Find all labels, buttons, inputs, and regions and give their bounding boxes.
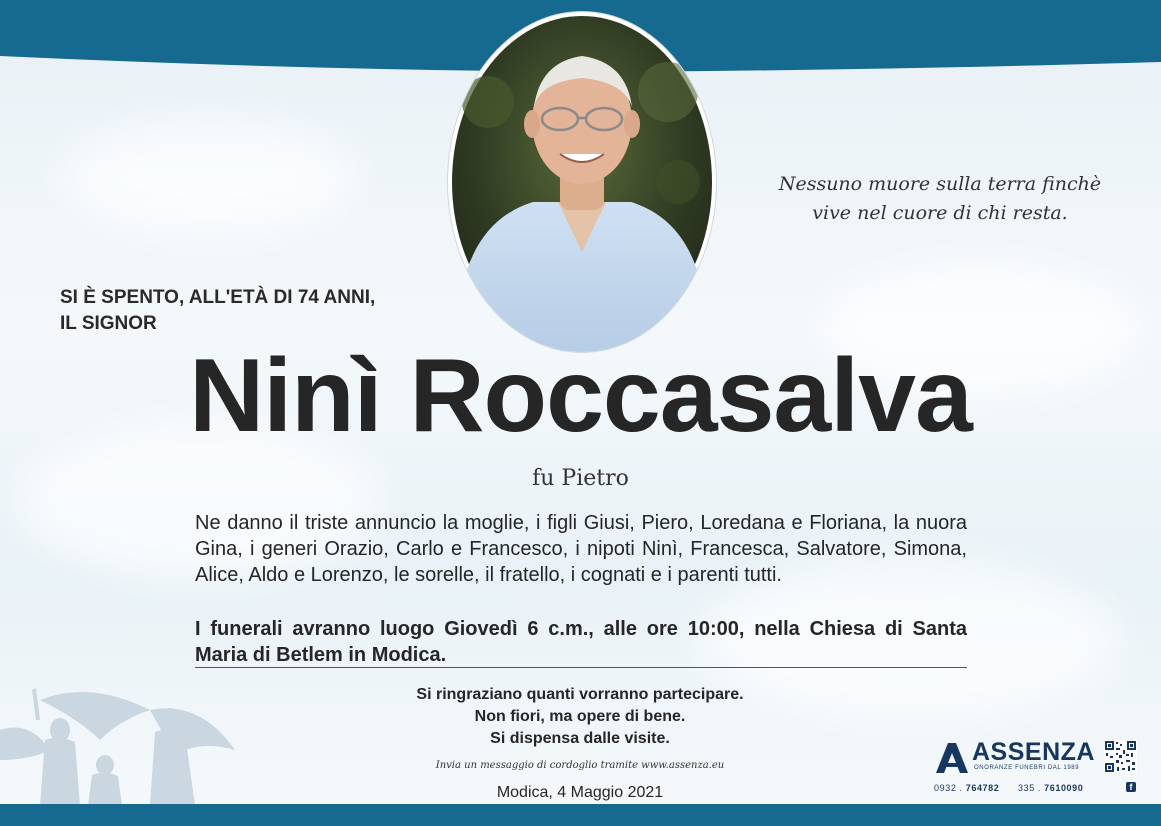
intro-text xyxy=(60,285,375,337)
intro-line: SI È SPENTO, ALL'ETÀ DI 74 ANNI, xyxy=(60,287,376,308)
funeral-home-name: ASSENZA xyxy=(972,738,1095,766)
angels-statue-image xyxy=(0,680,240,810)
funeral-home-tagline: ONORANZE FUNEBRI DAL 1989 xyxy=(974,765,1080,771)
phone2-prefix: 335 xyxy=(1017,783,1035,793)
condolence-link-text[interactable]: Invia un messaggio di cordoglio tramite www.assenza.eu xyxy=(435,760,725,771)
place-date: Modica, 4 Maggio 2021 xyxy=(496,784,664,801)
memorial-quote xyxy=(760,170,1120,228)
thanks-line: Si dispensa dalle visite. xyxy=(490,730,670,747)
assenza-logo-icon xyxy=(934,741,968,773)
funeral-home-logo xyxy=(934,738,1134,798)
portrait-photo xyxy=(448,12,716,352)
father-name: fu Pietro xyxy=(532,466,629,491)
intro-line: IL SIGNOR xyxy=(60,313,157,334)
phone1-number: 764782 xyxy=(965,783,1000,793)
thanks-line: Si ringraziano quanti vorranno partecipare. xyxy=(416,686,744,703)
quote-line: vive nel cuore di chi resta. xyxy=(812,202,1068,224)
phone2-number: 7610090 xyxy=(1044,783,1084,793)
quote-line: Nessuno muore sulla terra finchè xyxy=(778,173,1102,195)
divider xyxy=(195,667,967,668)
announcement-text: Ne danno il triste annuncio la moglie, i figli Giusi, Piero, Loredana e Floriana, la nuora Gina, i generi Orazio, Carlo e Francesco, i nipoti Ninì, Francesca, Salvatore, Simona, Alice, Aldo e Lorenzo, le sorelle, il fratello, i cognati e i parenti tutti. xyxy=(195,512,967,586)
deceased-name: Ninì Roccasalva xyxy=(189,338,972,454)
qr-code-icon xyxy=(1104,740,1137,773)
thanks-text xyxy=(300,684,860,750)
funeral-home-phones: 0932 . 764782 335 . 7610090 xyxy=(934,783,1084,793)
facebook-icon[interactable]: f xyxy=(1126,782,1136,792)
funeral-details: I funerali avranno luogo Giovedì 6 c.m., alle ore 10:00, nella Chiesa di Santa Maria di Betlem in Modica. xyxy=(195,618,967,666)
phone1-prefix: 0932 xyxy=(934,783,957,793)
cloud xyxy=(60,120,360,240)
bottom-band xyxy=(0,804,1161,826)
thanks-line: Non fiori, ma opere di bene. xyxy=(474,708,686,725)
